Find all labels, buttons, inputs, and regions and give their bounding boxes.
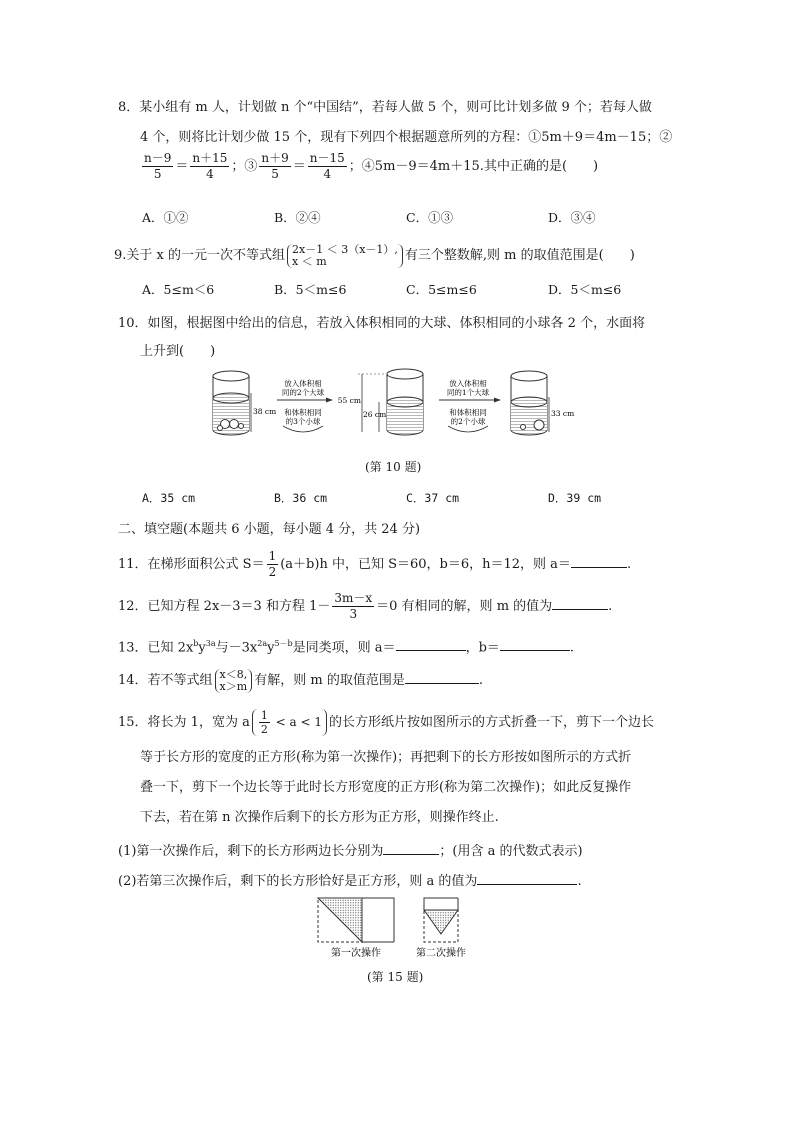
arrow2-head: [494, 398, 501, 403]
q15-caption: (第 15 题): [367, 970, 424, 984]
q9-options: [142, 280, 702, 300]
q8-options: [142, 208, 702, 228]
q12-fraction: $\frac{3m-x}{3}$: [334, 591, 373, 621]
q10-option-b[interactable]: B．36 cm: [274, 491, 328, 505]
c1-height-label: 38 cm: [253, 407, 277, 416]
cylinder-3: [511, 371, 549, 435]
q11-answer-blank[interactable]: [571, 553, 627, 568]
first-operation-diagram: [318, 898, 394, 942]
q10-option-a[interactable]: A．35 cm: [142, 491, 196, 505]
first-operation-label: 第一次操作: [331, 948, 381, 959]
cylinder-2: [387, 369, 423, 435]
q11-line: 11．在梯形面积公式 S＝ $\frac{1}{2}$ (a＋b)h 中，已知 S＝60，b＝6，h＝12，则 a＝ .: [118, 549, 632, 579]
second-operation-diagram: [424, 898, 458, 942]
arrow2-bottom-1: 和体积相同: [449, 408, 487, 417]
arrow1-top-2: 同的2个大球: [281, 388, 325, 397]
c3-height-label: 33 cm: [551, 409, 575, 418]
q10-cylinder-figure: [205, 366, 575, 446]
q8-option-b[interactable]: B．②④: [274, 210, 321, 225]
q14-line: 14．若不等式组 x＜8, x＞m 有解，则 m 的取值范围是 .: [118, 667, 483, 693]
cylinder-1: [213, 371, 251, 435]
arrow2-bottom-2: 的2个小球: [450, 417, 486, 426]
q9-option-b[interactable]: B．5＜m≤6: [274, 282, 347, 297]
q15-sub1-blank[interactable]: [383, 840, 439, 855]
q9-option-d[interactable]: D．5＜m≤6: [548, 282, 622, 297]
q15-sub2-blank[interactable]: [477, 870, 577, 885]
c2-water-label: 26 cm: [363, 410, 387, 419]
q15-line-1: 15．将长为 1，宽为 a $\frac{1}{2}$ < a < 1 的长方形纸片按如图所示的方式折叠一下，剪下一个边长: [118, 709, 655, 736]
q13-b-blank[interactable]: [500, 636, 570, 651]
second-operation-label: 第二次操作: [416, 948, 466, 959]
q8-option-c[interactable]: C．①③: [406, 210, 454, 225]
q9-line: 9.关于 x 的一元一次不等式组 2x－1 ＜ 3（x－1）, x ＜ m 有三个整数解,则 m 的取值范围是( ): [114, 242, 635, 268]
q8-line-2: 4 个，则将比计划少做 15 个，现有下列四个根据题意所列的方程：①5m＋9＝4m－15；②: [140, 130, 673, 145]
q13-a-blank[interactable]: [396, 636, 466, 651]
q15-sub-1: (1)第一次操作后，剩下的长方形两边长分别为 ；(用含 a 的代数式表示): [118, 840, 583, 862]
q8-fraction-2: $\frac{n+15}{4}$: [192, 151, 228, 181]
q11-fraction: $\frac{1}{2}$: [268, 549, 277, 579]
q15-line-3: 叠一下，剪下一个边长等于此时长方形宽度的正方形(称为第二次操作)；如此反复操作: [140, 780, 632, 795]
arrow1-bottom-1: 和体积相同: [284, 408, 322, 417]
q8-option-a[interactable]: A．①②: [142, 210, 189, 225]
q8-fraction-4: $\frac{n-15}{4}$: [309, 151, 345, 181]
q15-folding-figure: [312, 894, 472, 964]
arrow1-head: [326, 398, 333, 403]
q15-line-4: 下去，若在第 n 次操作后剩下的长方形为正方形，则操作终止.: [140, 810, 499, 825]
q9-option-a[interactable]: A．5≤m＜6: [142, 282, 215, 297]
arrow2-top-2: 同的1个大球: [446, 388, 490, 397]
q14-answer-blank[interactable]: [405, 669, 479, 684]
q12-line: 12．已知方程 2x－3＝3 和方程 1－ $\frac{3m-x}{3}$ ＝0 有相同的解，则 m 的值为 .: [118, 591, 613, 621]
q10-line-2: 上升到( ): [140, 344, 216, 359]
arrow2-top-1: 放入体积相: [449, 379, 487, 388]
c2-total-label: 55 cm: [337, 396, 361, 405]
q10-line-1: 10．如图，根据图中给出的信息，若放入体积相同的大球、体积相同的小球各 2 个，水面将: [118, 316, 646, 331]
q8-option-d[interactable]: D．③④: [548, 210, 596, 225]
q15-condition: $\frac{1}{2}$ < a < 1: [252, 709, 327, 736]
q9-inequality-system: 2x－1 ＜ 3（x－1）, x ＜ m: [287, 244, 403, 268]
q8-fraction-3: $\frac{n+9}{5}$: [261, 151, 289, 181]
q8-fraction-1: $\frac{n-9}{5}$: [144, 151, 172, 181]
q10-option-d[interactable]: D．39 cm: [548, 491, 602, 505]
q10-options: [142, 490, 702, 510]
q10-option-c[interactable]: C．37 cm: [406, 491, 460, 505]
q15-line-2: 等于长方形的宽度的正方形(称为第一次操作)；再把剩下的长方形按如图所示的方式折: [140, 750, 632, 765]
arrow1-top-1: 放入体积相: [284, 379, 322, 388]
q8-line-3: $\frac{n-9}{5}$ ＝ $\frac{n+15}{4}$ ；③ $\frac{n+9}{5}$ ＝ $\frac{n-15}{4}$ ；④5m－9＝4m＋15.其中正确的是( ): [144, 151, 599, 181]
q8-line-1: 8．某小组有 m 人，计划做 n 个“中国结”，若每人做 5 个，则可比计划多做 9 个；若每人做: [118, 100, 652, 115]
q14-inequality-system: x＜8, x＞m: [215, 669, 253, 693]
arrow1-bottom-2: 的3个小球: [285, 417, 321, 426]
q12-answer-blank[interactable]: [552, 595, 608, 610]
q10-caption: (第 10 题): [365, 460, 422, 474]
section-2-heading: 二、填空题(本题共 6 小题，每小题 4 分，共 24 分): [118, 522, 421, 537]
q13-line: 13．已知 $2x^by^{3a}$与$-3x^{2a}y^{5-b}$是同类项，则 a＝ ，b＝ .: [118, 634, 574, 658]
q15-sub-2: (2)若第三次操作后，剩下的长方形恰好是正方形，则 a 的值为 .: [118, 870, 582, 892]
q9-option-c[interactable]: C．5≤m≤6: [406, 282, 477, 297]
